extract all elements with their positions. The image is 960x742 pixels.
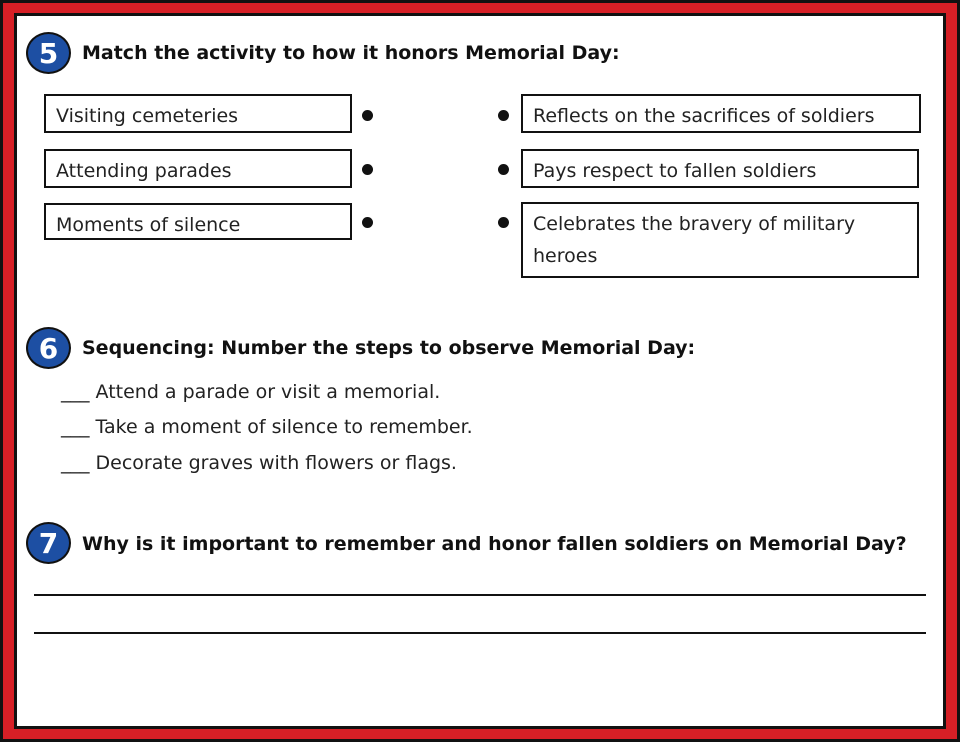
question-7-badge: 7 xyxy=(26,522,71,564)
question-7-title: Why is it important to remember and honor fallen soldiers on Memorial Day? xyxy=(82,533,907,555)
meaning-box-1: Reflects on the sacrifices of soldiers xyxy=(521,94,921,133)
question-5-badge: 5 xyxy=(26,32,71,74)
question-6-badge: 6 xyxy=(26,327,71,369)
answer-line-2[interactable] xyxy=(34,632,926,634)
meaning-box-2: Pays respect to fallen soldiers xyxy=(521,149,919,188)
question-6-title: Sequencing: Number the steps to observe Memorial Day: xyxy=(82,337,696,359)
match-dot-right-3[interactable] xyxy=(498,217,509,228)
match-dot-left-2[interactable] xyxy=(362,164,373,175)
match-dot-right-2[interactable] xyxy=(498,164,509,175)
meaning-box-3: Celebrates the bravery of military heroes xyxy=(521,202,919,278)
activity-box-3: Moments of silence xyxy=(44,203,352,240)
activity-box-1: Visiting cemeteries xyxy=(44,94,352,133)
match-dot-left-1[interactable] xyxy=(362,110,373,121)
match-dot-left-3[interactable] xyxy=(362,217,373,228)
match-dot-right-1[interactable] xyxy=(498,110,509,121)
activity-box-2: Attending parades xyxy=(44,149,352,188)
sequence-step-1[interactable]: ___ Attend a parade or visit a memorial. xyxy=(61,381,441,403)
answer-line-1[interactable] xyxy=(34,594,926,596)
question-5-title: Match the activity to how it honors Memorial Day: xyxy=(82,42,620,64)
sequence-step-3[interactable]: ___ Decorate graves with flowers or flags. xyxy=(61,452,457,474)
sequence-step-2[interactable]: ___ Take a moment of silence to remember. xyxy=(61,416,473,438)
